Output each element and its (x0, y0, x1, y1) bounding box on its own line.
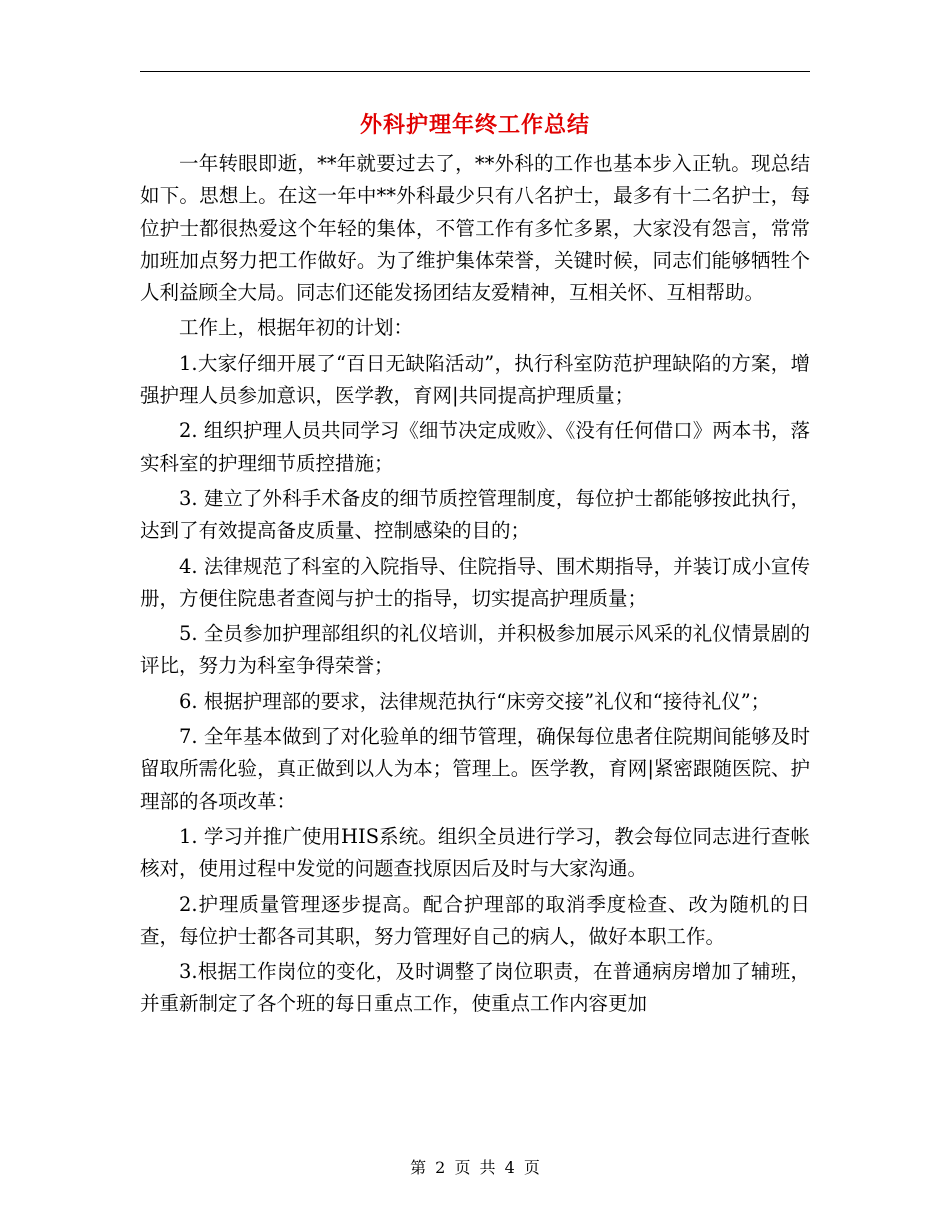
paragraph-item-1: 1.大家仔细开展了“百日无缺陷活动”，执行科室防范护理缺陷的方案，增强护理人员参加意识，医学教，育网|共同提高护理质量； (140, 351, 810, 408)
paragraph-item-6: 6. 根据护理部的要求，法律规范执行“床旁交接”礼仪和“接待礼仪”； (179, 689, 771, 713)
paragraph-intro: 一年转眼即逝，**年就要过去了，**外科的工作也基本步入正轨。现总结如下。思想上。在这一年中**外科最少只有八名护士，最多有十二名护士，每位护士都很热爱这个年轻的集体，不管工作有多忙多累，大家没有怨言，常常加班加点努力把工作做好。为了维护集体荣誉，关键时候，同志们能够牺牲个人利益顾全大局。同志们还能发扬团结友爱精神，互相关怀、互相帮助。 (140, 152, 810, 305)
paragraph-mgmt-1: 1. 学习并推广使用HIS系统。组织全员进行学习，教会每位同志进行查帐核对，使用过程中发觉的问题查找原因后及时与大家沟通。 (140, 824, 810, 881)
paragraph-mgmt-3: 3.根据工作岗位的变化，及时调整了岗位职责，在普通病房增加了辅班，并重新制定了各个班的每日重点工作，使重点工作内容更加 (140, 960, 810, 1016)
paragraph-item-3: 3. 建立了外科手术备皮的细节质控管理制度，每位护士都能够按此执行，达到了有效提高备皮质量、控制感染的目的； (140, 486, 810, 543)
page-footer: 第 2 页 共 4 页 (410, 1158, 540, 1177)
paragraph-item-2: 2. 组织护理人员共同学习《细节决定成败》、《没有任何借口》两本书，落实科室的护理细节质控措施； (140, 419, 810, 475)
paragraph-item-5: 5. 全员参加护理部组织的礼仪培训，并积极参加展示风采的礼仪情景剧的评比，努力为科室争得荣誉； (140, 622, 810, 678)
paragraph-mgmt-2: 2.护理质量管理逐步提高。配合护理部的取消季度检查、改为随机的日查，每位护士都各司其职，努力管理好自己的病人，做好本职工作。 (140, 892, 810, 948)
paragraph-item-7: 7. 全年基本做到了对化验单的细节管理，确保每位患者住院期间能够及时留取所需化验，真正做到以人为本；管理上。医学教，育网|紧密跟随医院、护理部的各项改革： (140, 725, 810, 813)
paragraph-item-4: 4. 法律规范了科室的入院指导、住院指导、围术期指导，并装订成小宣传册，方便住院患者查阅与护士的指导，切实提高护理质量； (140, 554, 810, 610)
paragraph-work-plan: 工作上，根据年初的计划： (179, 316, 414, 340)
document-title: 外科护理年终工作总结 (359, 112, 590, 138)
header-rule (140, 71, 810, 72)
document-body (140, 148, 810, 1024)
